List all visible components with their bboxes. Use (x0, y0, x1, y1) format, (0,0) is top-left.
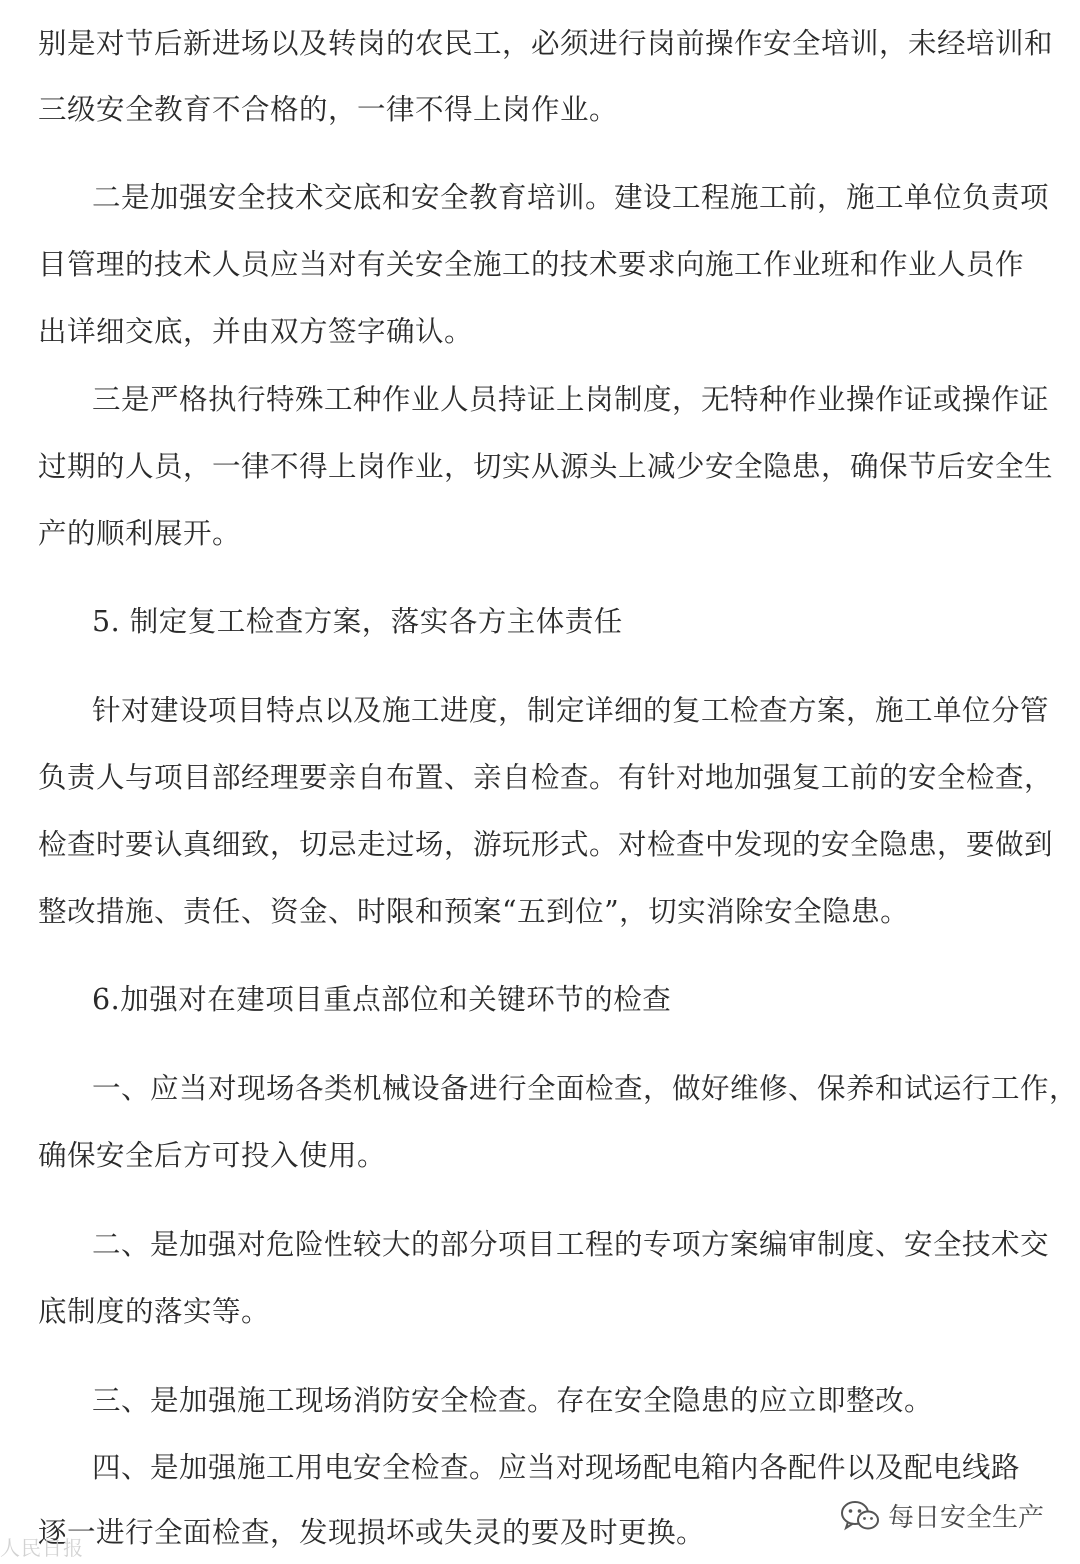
paragraph-line: 目管理的技术人员应当对有关安全施工的技术要求向施工作业班和作业人员作 (38, 248, 1025, 281)
paragraph-line: 出详细交底，并由双方签字确认。 (38, 315, 474, 348)
paragraph-line: 确保安全后方可投入使用。 (38, 1139, 387, 1172)
section-heading: 5. 制定复工检查方案，落实各方主体责任 (92, 605, 623, 638)
watermark-label: 每日安全生产 (887, 1503, 1044, 1533)
paragraph-line: 逐一进行全面检查，发现损坏或失灵的要及时更换。 (38, 1516, 706, 1549)
paragraph-line: 一、应当对现场各类机械设备进行全面检查，做好维修、保养和试运行工作， (92, 1072, 1079, 1105)
paragraph-line: 二、是加强对危险性较大的部分项目工程的专项方案编审制度、安全技术交 (92, 1228, 1050, 1261)
paragraph-line: 三是严格执行特殊工种作业人员持证上岗制度，无特种作业操作证或操作证 (92, 383, 1050, 416)
wechat-icon (840, 1500, 880, 1532)
paragraph-line: 四、是加强施工用电安全检查。应当对现场配电箱内各配件以及配电线路 (92, 1451, 1021, 1484)
paragraph-line: 针对建设项目特点以及施工进度，制定详细的复工检查方案，施工单位分管 (92, 694, 1050, 727)
paragraph-line: 产的顺利展开。 (38, 517, 242, 550)
paragraph-line: 别是对节后新进场以及转岗的农民工，必须进行岗前操作安全培训，未经培训和 (38, 27, 1054, 60)
paragraph-line: 底制度的落实等。 (38, 1295, 271, 1328)
corner-logo-mark: 人民日报 (0, 1536, 84, 1560)
paragraph-line: 检查时要认真细致，切忌走过场，游玩形式。对检查中发现的安全隐患，要做到 (38, 828, 1054, 861)
paragraph-line: 负责人与项目部经理要亲自布置、亲自检查。有针对地加强复工前的安全检查， (38, 761, 1054, 794)
section-heading: 6.加强对在建项目重点部位和关键环节的检查 (92, 983, 672, 1016)
paragraph-line: 三级安全教育不合格的，一律不得上岗作业。 (38, 93, 619, 126)
paragraph-line: 过期的人员，一律不得上岗作业，切实从源头上减少安全隐患，确保节后安全生 (38, 450, 1054, 483)
paragraph-line: 整改措施、责任、资金、时限和预案“五到位”，切实消除安全隐患。 (38, 895, 910, 928)
paragraph-line: 二是加强安全技术交底和安全教育培训。建设工程施工前，施工单位负责项 (92, 181, 1050, 214)
paragraph-line: 三、是加强施工现场消防安全检查。存在安全隐患的应立即整改。 (92, 1384, 934, 1417)
account-watermark (840, 1497, 1044, 1534)
